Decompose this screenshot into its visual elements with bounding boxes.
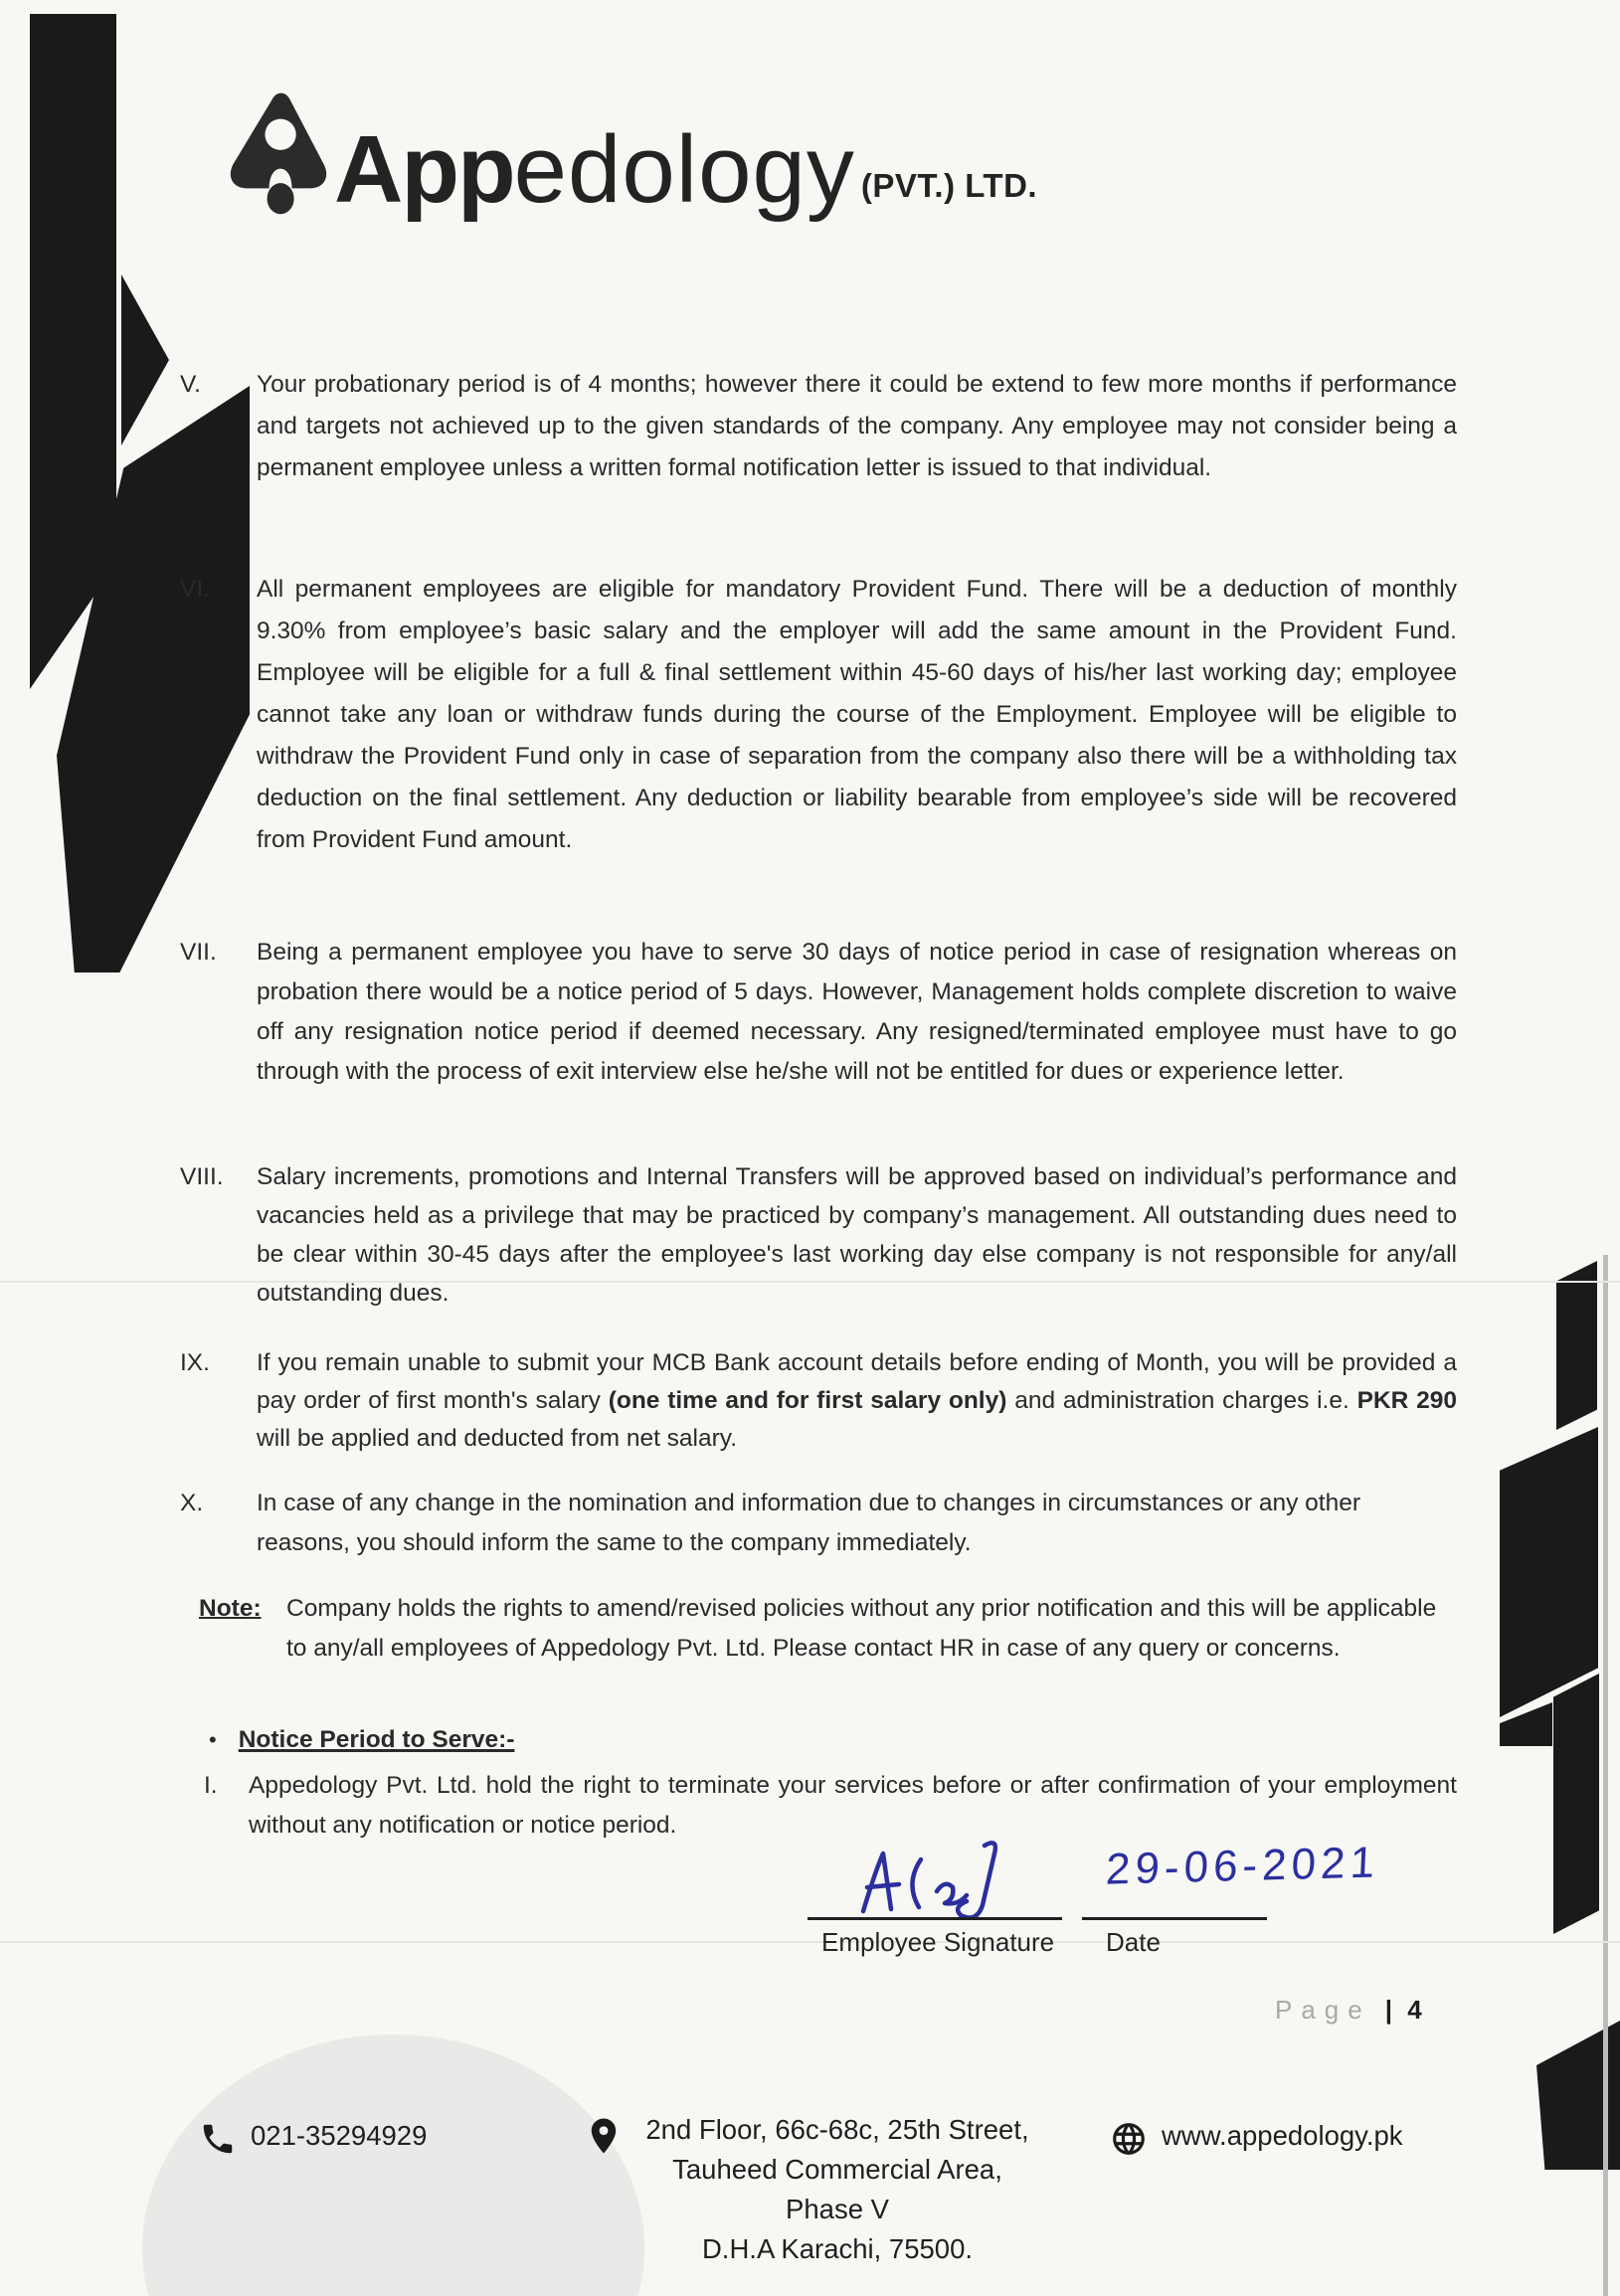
footer-phone-number: 021-35294929: [251, 2120, 428, 2151]
clause-viii-text: Salary increments, promotions and Internal Transfers will be approved based on individual’s performance and vacancies held as a privilege that may be practiced by company’s management. All outstanding dues need to be clear within 30-45 days after the employee's last working day else company is not responsible for any/all outstanding dues.: [257, 1163, 1457, 1307]
clause-vi-text: All permanent employees are eligible for mandatory Provident Fund. There will be a deduction of monthly 9.30% from employee’s basic salary and the employer will add the same amount in the Provident Fund. Employee will be eligible for a full & final settlement within 45-60 days of his/her last working day; employee cannot take any loan or withdraw funds during the course of the Employment. Employee will be eligible to withdraw the Provident Fund only in case of separation from the company also there will be a withholding tax deduction on the final settlement. Any deduction or liability bearable from employee’s side will be recovered from Provident Fund amount.: [257, 576, 1457, 853]
notice-period-heading-row: [209, 1726, 514, 1754]
page-number: | 4: [1384, 1995, 1426, 2025]
scan-page-edge-shadow: [1603, 1255, 1608, 2296]
address-line-3: D.H.A Karachi, 75500.: [701, 2233, 974, 2264]
clause-x-text: In case of any change in the nomination and information due to changes in circumstances or any other reasons, you should inform the same to the company immediately.: [257, 1490, 1360, 1556]
company-name-light: edology: [513, 115, 855, 223]
company-name-bold: App: [334, 115, 514, 223]
clause-ix-part1: If you remain unable to submit your MCB Bank account details before ending of Month, you will be provided a pay order of first month's salary: [257, 1349, 1457, 1414]
bullet-icon: •: [209, 1727, 217, 1752]
footer-address: [583, 2110, 1036, 2269]
notice-item-i: [204, 1766, 1457, 1846]
employee-signature-label: Employee Signature: [821, 1927, 1055, 1957]
clause-ix-text: [257, 1344, 1457, 1458]
appedology-logo-icon: [227, 91, 330, 215]
handwritten-date: 29-06-2021: [1104, 1838, 1381, 1894]
clause-v-numeral: V.: [180, 371, 201, 398]
clause-v: [164, 364, 1457, 489]
note-label: Note:: [199, 1595, 262, 1622]
clause-ix-numeral: IX.: [180, 1349, 210, 1376]
clause-x-numeral: X.: [180, 1490, 204, 1516]
company-suffix: (PVT.) LTD.: [860, 167, 1038, 204]
decorative-left-triangle: [121, 274, 169, 445]
address-line-1: 2nd Floor, 66c-68c, 25th Street,: [645, 2114, 1029, 2145]
company-name: [334, 115, 855, 223]
page-indicator: [1275, 1995, 1426, 2026]
date-label: Date: [1106, 1927, 1161, 1957]
employee-signature-ink: [851, 1838, 1085, 1925]
clause-vi: [164, 569, 1457, 861]
clause-viii-numeral: VIII.: [180, 1163, 224, 1190]
page-label: Page: [1275, 1995, 1371, 2025]
clause-x: [164, 1484, 1457, 1563]
note-block: [199, 1589, 1437, 1669]
decorative-right-lower-strip: [1553, 1674, 1599, 1934]
footer-phone: [199, 2120, 427, 2158]
clause-viii: [164, 1157, 1457, 1313]
decorative-right-strip: [1556, 1261, 1597, 1430]
notice-item-numeral: I.: [204, 1772, 218, 1799]
signature-line: [808, 1917, 1062, 1920]
decorative-right-blade: [1500, 1427, 1598, 1717]
notice-period-heading: Notice Period to Serve:-: [238, 1726, 515, 1753]
phone-icon: [199, 2120, 237, 2158]
footer-address-lines: [638, 2110, 1036, 2269]
scan-gray-circle: [142, 2034, 644, 2296]
notice-item-text: Appedology Pvt. Ltd. hold the right to terminate your services before or after confirmation of your employment without any notification or notice period.: [249, 1772, 1457, 1839]
clause-ix: [164, 1344, 1457, 1458]
date-line: [1082, 1917, 1267, 1920]
clause-ix-part2: and administration charges i.e.: [1006, 1387, 1357, 1414]
clause-vii-numeral: VII.: [180, 939, 217, 966]
clause-vi-numeral: VI.: [180, 576, 210, 603]
company-logo: [227, 91, 1038, 223]
location-pin-icon: [583, 2110, 625, 2162]
clause-v-text: Your probationary period is of 4 months; however there it could be extend to few more months if performance and targets not achieved up to the given standards of the company. Any employee may not consider being a permanent employee unless a written formal notification letter is issued to that individual.: [257, 371, 1457, 481]
footer-website-url: www.appedology.pk: [1162, 2120, 1403, 2151]
scan-fold-line-2: [0, 1941, 1620, 1943]
clause-ix-bold1: (one time and for first salary only): [608, 1387, 1007, 1414]
address-line-2: Tauheed Commercial Area, Phase V: [672, 2154, 1002, 2224]
footer-website: [1110, 2120, 1403, 2158]
clause-ix-part3: will be applied and deducted from net salary.: [257, 1425, 738, 1452]
note-text: Company holds the rights to amend/revised policies without any prior notification and this will be applicable to any/all employees of Appedology Pvt. Ltd. Please contact HR in case of any query or concerns.: [286, 1595, 1437, 1662]
clause-ix-bold2: PKR 290: [1356, 1387, 1457, 1414]
clause-vii-text: Being a permanent employee you have to serve 30 days of notice period in case of resignation whereas on probation there would be a notice period of 5 days. However, Management holds complete discretion to waive off any resignation notice period if deemed necessary. Any resigned/terminated employee must have to go through with the process of exit interview else he/she will not be entitled for dues or experience letter.: [257, 939, 1457, 1085]
globe-icon: [1110, 2120, 1148, 2158]
clause-vii: [164, 933, 1457, 1092]
